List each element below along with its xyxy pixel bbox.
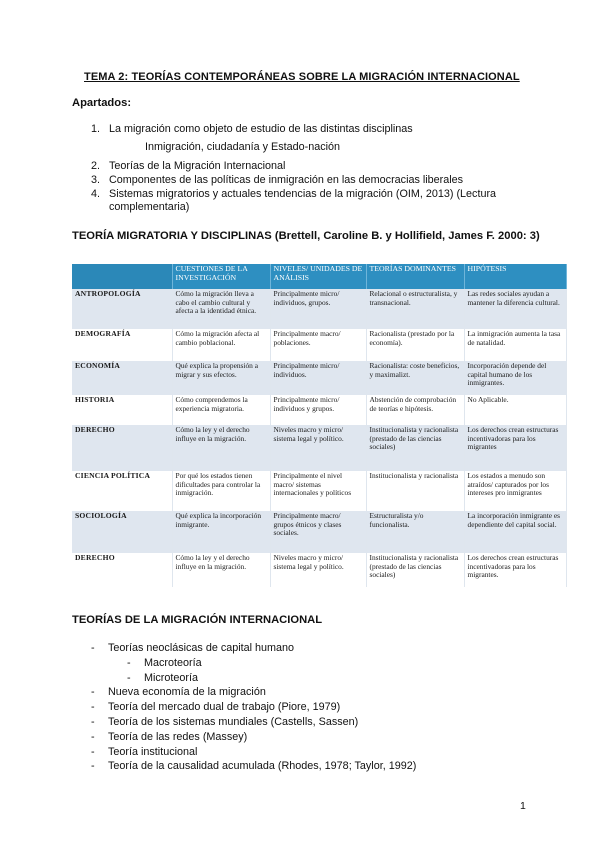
table-row bbox=[72, 395, 566, 425]
theories-heading: TEORÍAS DE LA MIGRACIÓN INTERNACIONAL bbox=[72, 614, 323, 626]
apartado-text: Teorías de la Migración Internacional bbox=[109, 160, 286, 172]
table-cell: Racionalista: coste beneficios, y maximalizt. bbox=[366, 361, 464, 395]
table-row-header: DEMOGRAFÍA bbox=[72, 329, 172, 361]
dash-bullet: - bbox=[127, 671, 131, 684]
dash-bullet: - bbox=[91, 701, 95, 714]
table-cell: Principalmente el nivel macro/ sistemas internacionales y políticos bbox=[270, 471, 366, 511]
table-cell: Institucionalista y racionalista (prestado de las ciencias sociales) bbox=[366, 425, 464, 471]
table-cell: La incorporación inmigrante es dependiente del capital social. bbox=[464, 511, 566, 553]
table-row bbox=[72, 289, 566, 329]
dash-bullet: - bbox=[91, 730, 95, 743]
dash-bullet: - bbox=[127, 656, 131, 669]
page-number: 1 bbox=[520, 800, 526, 812]
table-row-header: DERECHO bbox=[72, 425, 172, 471]
list-item: - Teoría de la causalidad acumulada (Rhodes, 1978; Taylor, 1992) bbox=[91, 760, 417, 773]
list-item: - Teoría del mercado dual de trabajo (Piore, 1979) bbox=[91, 701, 341, 714]
table-cell: Estructuralista y/o funcionalista. bbox=[366, 511, 464, 553]
table-section-heading: TEORÍA MIGRATORIA Y DISCIPLINAS (Brettell, Caroline B. y Hollifield, James F. 2000: 3) bbox=[72, 230, 540, 242]
dash-bullet: - bbox=[91, 745, 95, 758]
table-cell: Qué explica la propensión a migrar y sus efectos. bbox=[172, 361, 270, 395]
table-cell: Principalmente micro/ individuos, grupos. bbox=[270, 289, 366, 329]
table-cell: Institucionalista y racionalista bbox=[366, 471, 464, 511]
table-cell: Las redes sociales ayudan a mantener la diferencia cultural. bbox=[464, 289, 566, 329]
apartado-number: 4. bbox=[91, 188, 101, 200]
table-row-header: CIENCIA POLÍTICA bbox=[72, 471, 172, 511]
table-row-header: SOCIOLOGÍA bbox=[72, 511, 172, 553]
table-cell: Racionalista (prestado por la economía). bbox=[366, 329, 464, 361]
dash-bullet: - bbox=[91, 760, 95, 773]
list-item: - Teoría de las redes (Massey) bbox=[91, 730, 248, 743]
table-cell: Incorporación depende del capital humano de los inmigrantes. bbox=[464, 361, 566, 395]
apartado-item bbox=[91, 174, 463, 187]
table-cell: Cómo la migración lleva a cabo el cambio cultural y afecta a la identidad étnica. bbox=[172, 289, 270, 329]
apartado-item bbox=[91, 188, 531, 214]
table-header-cell: HIPÓTESIS bbox=[464, 264, 566, 289]
disciplines-table bbox=[72, 264, 567, 587]
table-cell: Relacional o estructuralista, y transnacional. bbox=[366, 289, 464, 329]
list-item: - Nueva economía de la migración bbox=[91, 686, 266, 699]
table-header-cell: NIVELES/ UNIDADES DE ANÁLISIS bbox=[270, 264, 366, 289]
apartado-number: 1. bbox=[91, 123, 101, 135]
table-row-header: ECONOMÍA bbox=[72, 361, 172, 395]
table-row-header: HISTORIA bbox=[72, 395, 172, 425]
table-row bbox=[72, 425, 566, 471]
apartado-item bbox=[91, 123, 413, 136]
table-cell: Cómo la ley y el derecho influye en la migración. bbox=[172, 553, 270, 587]
table-cell: Los derechos crean estructuras incentivadoras para los migrantes. bbox=[464, 553, 566, 587]
table-row bbox=[72, 329, 566, 361]
table-cell: Principalmente micro/ individuos y grupos. bbox=[270, 395, 366, 425]
dash-bullet: - bbox=[91, 686, 95, 699]
dash-bullet: - bbox=[91, 715, 95, 728]
table-row bbox=[72, 471, 566, 511]
apartado-text: La migración como objeto de estudio de las distintas disciplinas bbox=[109, 123, 413, 135]
table-cell: Cómo comprendemos la experiencia migratoria. bbox=[172, 395, 270, 425]
apartado-item bbox=[91, 160, 285, 173]
apartado-number: 2. bbox=[91, 160, 101, 172]
apartado-subitem: Inmigración, ciudadanía y Estado-nación bbox=[145, 141, 341, 153]
table-row bbox=[72, 361, 566, 395]
list-item: - Teorías neoclásicas de capital humano bbox=[91, 642, 295, 654]
table-cell: Abstención de comprobación de teorías e hipótesis. bbox=[366, 395, 464, 425]
table-cell: Niveles macro y micro/ sistema legal y político. bbox=[270, 553, 366, 587]
table-header-cell: TEORÍAS DOMINANTES bbox=[366, 264, 464, 289]
list-item: - Teoría de los sistemas mundiales (Castells, Sassen) bbox=[91, 715, 359, 728]
apartado-text: Componentes de las políticas de inmigración en las democracias liberales bbox=[109, 174, 464, 186]
table-cell: Cómo la ley y el derecho influye en la migración. bbox=[172, 425, 270, 471]
list-item: - Macroteoría bbox=[127, 656, 202, 669]
table-cell: Institucionalista y racionalista (prestado de las ciencias sociales) bbox=[366, 553, 464, 587]
table-row bbox=[72, 553, 566, 587]
table-row-header: ANTROPOLOGÍA bbox=[72, 289, 172, 329]
table-cell: Qué explica la incorporación inmigrante. bbox=[172, 511, 270, 553]
table-cell: Principalmente macro/ grupos étnicos y clases sociales. bbox=[270, 511, 366, 553]
list-item: - Teoría institucional bbox=[91, 745, 198, 758]
document-title: TEMA 2: TEORÍAS CONTEMPORÁNEAS SOBRE LA MIGRACIÓN INTERNACIONAL bbox=[84, 71, 520, 83]
dash-bullet: - bbox=[91, 642, 95, 654]
table-cell: Niveles macro y micro/ sistema legal y político. bbox=[270, 425, 366, 471]
table-row bbox=[72, 511, 566, 553]
theories-list bbox=[91, 641, 417, 774]
apartado-number: 3. bbox=[91, 174, 101, 186]
apartados-heading: Apartados: bbox=[72, 97, 132, 109]
table-cell: No Aplicable. bbox=[464, 395, 566, 425]
table-cell: Los estados a menudo son atraídos/ capturados por los intereses pro inmigrantes bbox=[464, 471, 566, 511]
table-header-cell bbox=[72, 264, 172, 289]
table-cell: Principalmente micro/ individuos. bbox=[270, 361, 366, 395]
table-cell: Los derechos crean estructuras incentivadoras para los migrantes bbox=[464, 425, 566, 471]
table-header-row bbox=[72, 264, 566, 289]
table-header-cell: CUESTIONES DE LA INVESTIGACIÓN bbox=[172, 264, 270, 289]
apartado-text: Sistemas migratorios y actuales tendencias de la migración (OIM, 2013) (Lectura complementaria) bbox=[109, 188, 497, 213]
table-cell: La inmigración aumenta la tasa de natalidad. bbox=[464, 329, 566, 361]
table-cell: Cómo la migración afecta al cambio poblacional. bbox=[172, 329, 270, 361]
table-cell: Por qué los estados tienen dificultades para controlar la inmigración. bbox=[172, 471, 270, 511]
list-item: - Microteoría bbox=[127, 671, 199, 684]
table-cell: Principalmente macro/ poblaciones. bbox=[270, 329, 366, 361]
table-row-header: DERECHO bbox=[72, 553, 172, 587]
